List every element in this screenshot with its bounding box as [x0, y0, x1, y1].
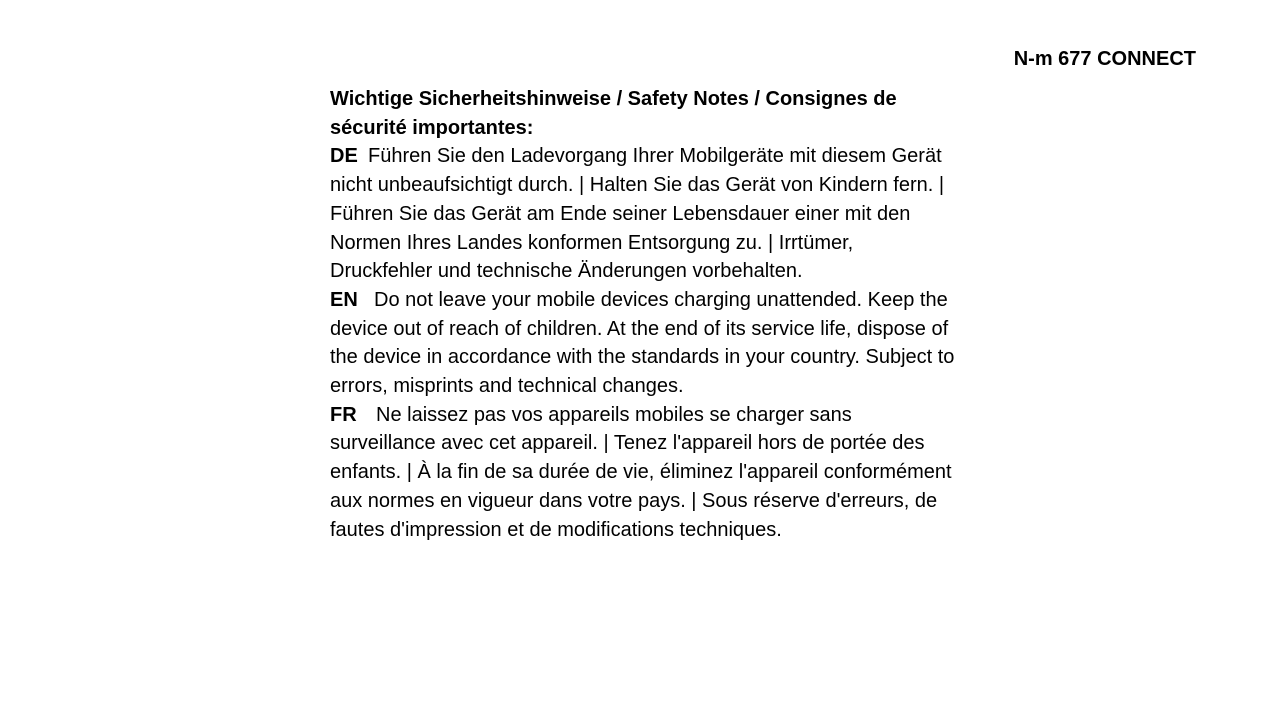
section-en [330, 286, 955, 401]
section-text-de: Führen Sie den Ladevorgang Ihrer Mobilgeräte mit diesem Gerät nicht unbeaufsichtigt durch. | Halten Sie das Gerät von Kindern fern. | Führen Sie das Gerät am Ende seiner Lebensdauer einer mit den Normen Ihres Landes konformen Entsorgung zu. | Irrtümer, Druckfehler und technische Änderungen vorbehalten. [330, 145, 945, 283]
section-de [330, 142, 955, 286]
product-title: N-m 677 CONNECT [1013, 48, 1196, 70]
language-code-en: EN [330, 288, 358, 311]
safety-notes [330, 85, 955, 544]
section-text-en: Do not leave your mobile devices charging unattended. Keep the device out of reach of children. At the end of its service life, dispose of the device in accordance with the standards in your country. Subject to errors, misprints and technical changes. [330, 288, 955, 398]
safety-notes-heading: Wichtige Sicherheitshinweise / Safety Notes / Consignes de sécurité importantes: [330, 88, 897, 139]
language-code-de: DE [330, 145, 358, 168]
language-code-fr: FR [330, 403, 357, 426]
section-text-fr: Ne laissez pas vos appareils mobiles se charger sans surveillance avec cet appareil. | Tenez l'appareil hors de portée des enfants. | À la fin de sa durée de vie, éliminez l'appareil conformément aux normes en vigueur dans votre pays. | Sous réserve d'erreurs, de fautes d'impression et de modifications techniques. [330, 403, 952, 541]
section-fr [330, 401, 955, 545]
